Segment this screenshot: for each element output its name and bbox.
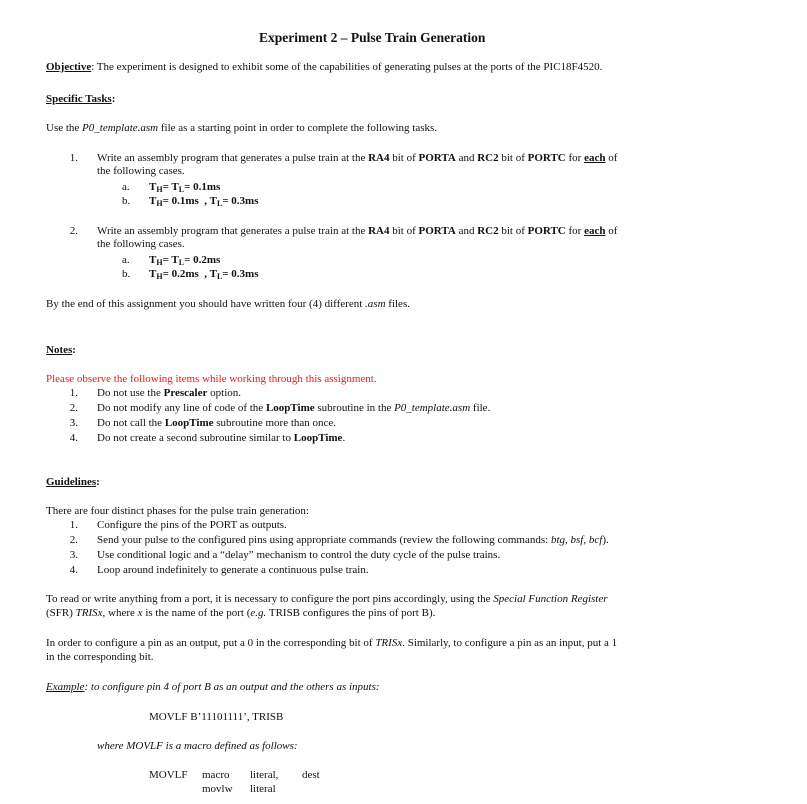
note2-number: 2.: [69, 402, 78, 414]
objective-text: : The experiment is designed to exhibit some of the capabilities of generating pulses at the ports of the PIC18F4520.: [91, 61, 603, 73]
note3-number: 3.: [69, 417, 78, 429]
note2: Do not modify any line of code of the LoopTime subroutine in the P0_template.asm file.: [97, 402, 491, 414]
note3: Do not call the LoopTime subroutine more than once.: [97, 417, 337, 429]
task1-line2: the following cases.: [97, 165, 185, 177]
task2-line1: Write an assembly program that generates a pulse train at the RA4 bit of PORTA and RC2 bit of PORTC for each of: [97, 225, 618, 237]
note1: Do not use the Prescaler option.: [97, 387, 242, 399]
task1-case-b: $T_H= 0.1ms$ , $T_L= 0.3ms$: [149, 195, 259, 208]
task1-line1: Write an assembly program that generates a pulse train at the RA4 bit of PORTA and RC2 bit of PORTC for each of: [97, 152, 618, 164]
objective-line: [46, 61, 602, 74]
example-code: MOVLF B’11101111’, TRISB: [149, 711, 284, 723]
note4: Do not create a second subroutine similar to LoopTime.: [97, 432, 346, 444]
guideline2-number: 2.: [69, 534, 78, 546]
specific-tasks-heading: Specific Tasks:: [46, 93, 116, 105]
task2-case-b: $T_H= 0.2ms$ , $T_L= 0.3ms$: [149, 268, 259, 281]
sfr-paragraph-line1: To read or write anything from a port, it is necessary to configure the port pins accordingly, using the Special Function Register: [46, 593, 608, 605]
tasks-closing: By the end of this assignment you should have written four (4) different .asm files.: [46, 298, 410, 310]
guideline2: Send your pulse to the configured pins using appropriate commands (review the following commands: btg, bsf, bcf).: [97, 534, 609, 546]
task2-case-a-label: a.: [122, 254, 130, 266]
macro-line1-a: MOVLF: [149, 769, 188, 781]
task2-case-a: $T_H= T_L= 0.2ms$: [149, 254, 221, 267]
config-paragraph-line1: In order to configure a pin as an output, put a 0 in the corresponding bit of TRISx. Similarly, to configure a pin as an input, put a 1: [46, 637, 618, 649]
task2-number: 2.: [69, 225, 78, 237]
objective-label: Objective: [46, 61, 92, 73]
task1-case-a: $T_H= T_L= 0.1ms$: [149, 181, 221, 194]
guideline4-number: 4.: [69, 564, 78, 576]
guidelines-heading: Guidelines:: [46, 476, 100, 488]
guidelines-intro: There are four distinct phases for the pulse train generation:: [46, 505, 309, 517]
note4-number: 4.: [69, 432, 78, 444]
example-line: Example: to configure pin 4 of port B as an output and the others as inputs:: [46, 681, 380, 693]
macro-line1-b: macro: [202, 769, 230, 781]
sfr-paragraph-line2: (SFR) TRISx, where x is the name of the port (e.g. TRISB configures the pins of port B).: [46, 607, 436, 619]
notes-intro: Please observe the following items while working through this assignment.: [46, 373, 377, 385]
guideline3-number: 3.: [69, 549, 78, 561]
note1-number: 1.: [69, 387, 78, 399]
guideline4: Loop around indefinitely to generate a continuous pulse train.: [97, 564, 369, 576]
macro-line2-c: literal: [250, 783, 276, 795]
macro-line1-d: dest: [302, 769, 320, 781]
task1-case-b-label: b.: [122, 195, 131, 207]
task1-case-a-label: a.: [122, 181, 130, 193]
macro-line1-c: literal,: [250, 769, 279, 781]
notes-heading: Notes:: [46, 344, 76, 356]
task2-line2: the following cases.: [97, 238, 185, 250]
guideline1: Configure the pins of the PORT as outputs.: [97, 519, 287, 531]
guideline3: Use conditional logic and a “delay” mechanism to control the duty cycle of the pulse trains.: [97, 549, 501, 561]
guideline1-number: 1.: [69, 519, 78, 531]
macro-description: where MOVLF is a macro defined as follows:: [97, 740, 298, 752]
document-title: Experiment 2 – Pulse Train Generation: [259, 30, 486, 45]
config-paragraph-line2: in the corresponding bit.: [46, 651, 154, 663]
tasks-intro: Use the P0_template.asm file as a starting point in order to complete the following tasks.: [46, 122, 438, 134]
task1-number: 1.: [69, 152, 78, 164]
macro-line2-b: movlw: [202, 783, 233, 795]
task2-case-b-label: b.: [122, 268, 131, 280]
